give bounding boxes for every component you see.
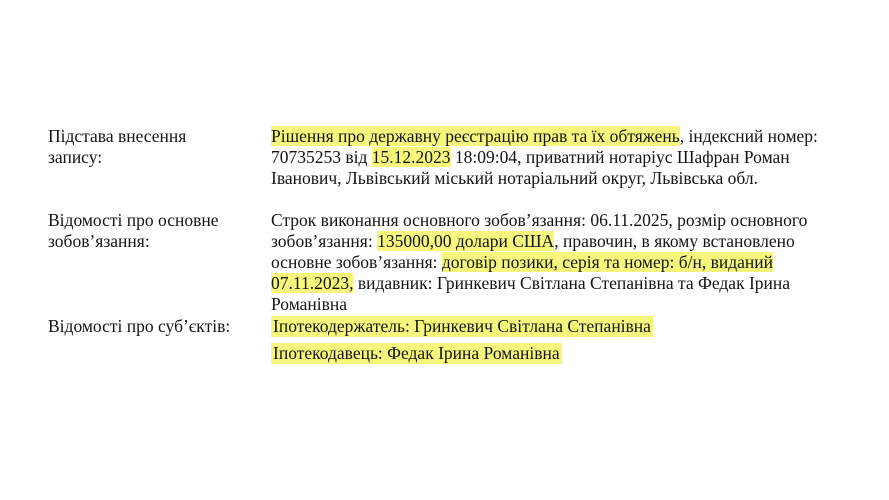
record-basis-value (271, 126, 846, 189)
contract-highlight: договір позики, серія та номер: б/н, виданий 07.11.2023, (271, 252, 773, 293)
mortgagee-highlight: Іпотекодержатель: Гринкевич Світлана Степанівна (273, 316, 651, 336)
obligation-label-line2: зобов’язання: (48, 231, 150, 251)
record-basis-label (48, 126, 263, 168)
record-basis-text-1: , індексний номер: 70735253 від (271, 126, 818, 167)
obligation-text-1: Строк виконання основного зобов’язання: 06.11.2025, розмір основного зобов’язання: (271, 210, 808, 251)
obligation-value (271, 210, 846, 315)
date-highlight: 15.12.2023 (371, 147, 451, 167)
record-basis-label-line2: запису: (48, 147, 103, 167)
subjects-label: Відомості про суб’єктів: (48, 316, 231, 336)
record-basis-text-2: 18:09:04, приватний нотаріус Шафран Роман Іванович, Львівський міський нотаріальний округ, Львівська обл. (271, 147, 790, 188)
amount-highlight: 135000,00 долари США (377, 231, 555, 251)
decision-highlight: Рішення про державну реєстрацію прав та їх обтяжень (271, 126, 680, 146)
mortgagee-value (271, 316, 846, 337)
record-basis-label-line1: Підстава внесення (48, 126, 187, 146)
obligation-label-line1: Відомості про основне (48, 210, 219, 230)
mortgagor-value (271, 343, 846, 364)
obligation-label (48, 210, 263, 252)
obligation-text-3: видавник: Гринкевич Світлана Степанівна та Федак Ірина Романівна (271, 273, 791, 314)
obligation-text-2: , правочин, в якому встановлено основне зобов’язання: (271, 231, 795, 272)
mortgagor-highlight: Іпотекодавець: Федак Ірина Романівна (273, 343, 560, 363)
